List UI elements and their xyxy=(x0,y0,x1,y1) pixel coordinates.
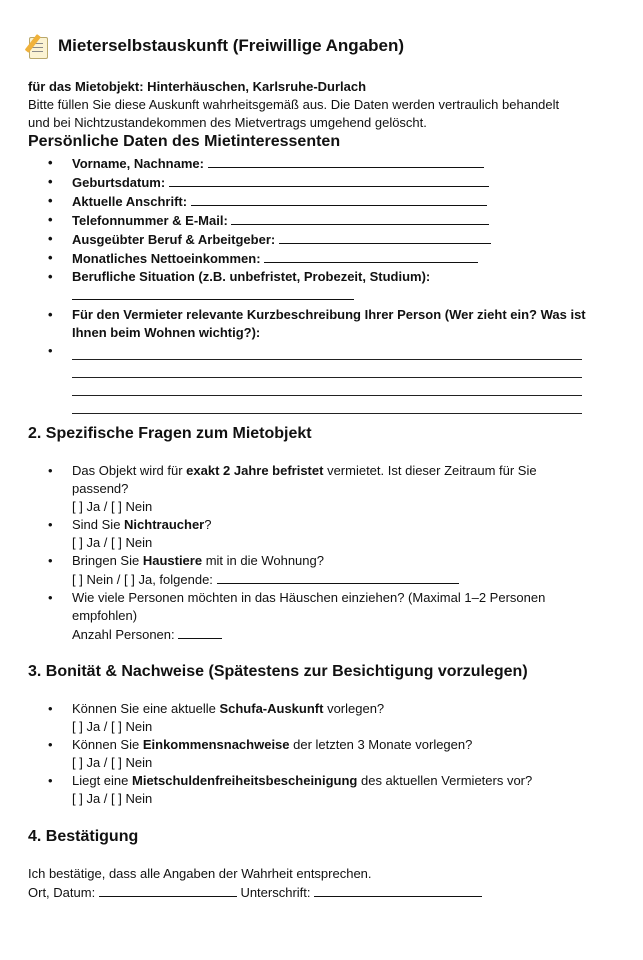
description-lines xyxy=(28,342,618,414)
section-heading: 2. Spezifische Fragen zum Mietobjekt xyxy=(28,425,312,442)
memo-icon xyxy=(28,34,50,58)
pets-input-line[interactable] xyxy=(217,570,459,584)
income-input-line[interactable] xyxy=(264,249,478,263)
question-rent-debt-certificate: • Liegt eine Mietschuldenfreiheitsbescheinigung des aktuellen Vermieters vor? [ ] Ja / [ ] Nein xyxy=(28,772,618,808)
title-row xyxy=(28,34,404,58)
lease-term-checkboxes[interactable]: [ ] Ja / [ ] Nein xyxy=(72,499,153,514)
intro-block xyxy=(28,78,618,132)
name-input-line[interactable] xyxy=(208,154,484,168)
field-description: • Für den Vermieter relevante Kurzbeschreibung Ihrer Person (Wer zieht ein? Was ist Ihnen beim Wohnen wichtig?): xyxy=(28,306,618,342)
signature-row: Ort, Datum: Unterschrift: xyxy=(28,883,618,902)
section-heading: 4. Bestätigung xyxy=(28,828,139,845)
section-personal-data xyxy=(28,131,618,414)
description-input-line[interactable] xyxy=(72,360,582,378)
signature-input-line[interactable] xyxy=(314,883,482,897)
description-input-line[interactable] xyxy=(72,342,582,360)
place-date-input-line[interactable] xyxy=(99,883,237,897)
question-lease-term: • Das Objekt wird für exakt 2 Jahre befristet vermietet. Ist dieser Zeitraum für Sie passend? [ ] Ja / [ ] Nein xyxy=(28,462,618,516)
question-income-proof: • Können Sie Einkommensnachweise der letzten 3 Monate vorlegen? [ ] Ja / [ ] Nein xyxy=(28,736,618,772)
field-occupation: • Ausgeübter Beruf & Arbeitgeber: xyxy=(28,230,618,249)
section-heading: 3. Bonität & Nachweise (Spätestens zur Besichtigung vorzulegen) xyxy=(28,663,528,680)
question-non-smoker: • Sind Sie Nichtraucher? [ ] Ja / [ ] Nein xyxy=(28,516,618,552)
object-line: für das Mietobjekt: Hinterhäuschen, Karlsruhe-Durlach xyxy=(28,79,367,94)
intro-line: Bitte füllen Sie diese Auskunft wahrheitsgemäß aus. Die Daten werden vertraulich behandelt xyxy=(28,97,560,112)
question-persons: • Wie viele Personen möchten in das Häuschen einziehen? (Maximal 1–2 Personen empfohlen) Anzahl Personen: xyxy=(28,589,618,644)
pets-checkboxes[interactable]: [ ] Nein / [ ] Ja, folgende: xyxy=(72,572,213,587)
address-input-line[interactable] xyxy=(191,192,487,206)
section-confirmation xyxy=(28,826,618,902)
rent-debt-checkboxes[interactable]: [ ] Ja / [ ] Nein xyxy=(72,791,153,806)
page-title: Mieterselbstauskunft (Freiwillige Angaben) xyxy=(58,36,405,55)
description-input-line[interactable] xyxy=(72,396,582,414)
question-schufa: • Können Sie eine aktuelle Schufa-Auskunft vorlegen? [ ] Ja / [ ] Nein xyxy=(28,700,618,736)
description-input-line[interactable] xyxy=(72,378,582,396)
birthdate-input-line[interactable] xyxy=(169,173,489,187)
non-smoker-checkboxes[interactable]: [ ] Ja / [ ] Nein xyxy=(72,535,153,550)
field-birthdate: • Geburtsdatum: xyxy=(28,173,618,192)
section-credit-proof xyxy=(28,661,618,808)
intro-line: und bei Nichtzustandekommen des Mietvertrags umgehend gelöscht. xyxy=(28,115,427,130)
field-contact: • Telefonnummer & E-Mail: xyxy=(28,211,618,230)
field-job-situation: • Berufliche Situation (z.B. unbefristet, Probezeit, Studium): xyxy=(28,268,618,305)
section-property-questions xyxy=(28,423,618,644)
persons-input-line[interactable] xyxy=(178,625,222,639)
confirmation-statement: Ich bestätige, dass alle Angaben der Wahrheit entsprechen. xyxy=(28,866,372,881)
question-pets: • Bringen Sie Haustiere mit in die Wohnung? [ ] Nein / [ ] Ja, folgende: xyxy=(28,552,618,589)
field-address: • Aktuelle Anschrift: xyxy=(28,192,618,211)
job-situation-input-line[interactable] xyxy=(72,286,354,300)
schufa-checkboxes[interactable]: [ ] Ja / [ ] Nein xyxy=(72,719,153,734)
income-proof-checkboxes[interactable]: [ ] Ja / [ ] Nein xyxy=(72,755,153,770)
section-heading: Persönliche Daten des Mietinteressenten xyxy=(28,133,341,150)
field-name: • Vorname, Nachname: xyxy=(28,154,618,173)
occupation-input-line[interactable] xyxy=(279,230,491,244)
field-income: • Monatliches Nettoeinkommen: xyxy=(28,249,618,268)
contact-input-line[interactable] xyxy=(231,211,489,225)
